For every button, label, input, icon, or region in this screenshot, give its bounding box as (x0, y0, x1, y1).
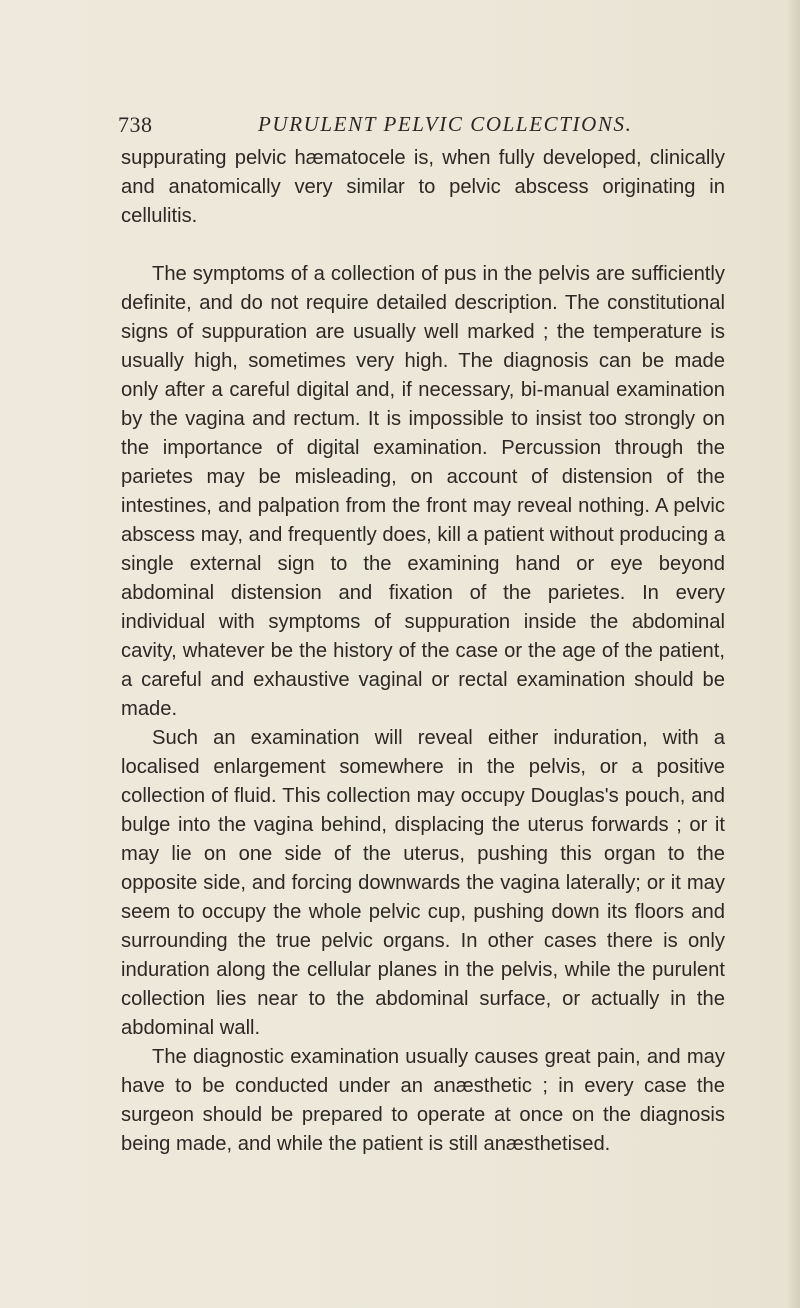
body-text (121, 144, 725, 1159)
running-head (0, 112, 800, 142)
paragraph-continuation: suppurating pelvic hæmatocele is, when fully developed, clinically and anatomically very similar to pelvic abscess originating in cellulitis. (121, 147, 725, 227)
running-title: PURULENT PELVIC COLLECTIONS. (258, 112, 633, 136)
paragraph-examination-findings: Such an examination will reveal either induration, with a localised enlargement somewhere in the pelvis, or a positive collection of fluid. This collection may occupy Douglas's pouch, and bulge into the vagina behind, displacing the uterus forwards ; or it may lie on one side of the uterus, pushing this organ to the opposite side, and forcing downwards the vagina laterally; or it may seem to occupy the whole pelvic cup, pushing down its floors and surrounding the true pelvic organs. In other cases there is only induration along the cellular planes in the pelvis, while the purulent collection lies near to the abdominal surface, or actually in the abdominal wall. (121, 727, 725, 1039)
paragraph-symptoms: The symptoms of a collection of pus in the pelvis are sufficiently definite, and do not require detailed description. The constitutional signs of suppuration are usually well marked ; the temperature is usually high, sometimes very high. The diagnosis can be made only after a careful digital and, if necessary, bi-manual examination by the vagina and rectum. It is impossible to insist too strongly on the importance of digital examination. Percussion through the parietes may be misleading, on account of distension of the intestines, and palpation from the front may reveal nothing. A pelvic abscess may, and frequently does, kill a patient without producing a single external sign to the examining hand or eye beyond abdominal distension and fixation of the parietes. In every individual with symptoms of suppuration inside the abdominal cavity, whatever be the history of the case or the age of the patient, a careful and exhaustive vaginal or rectal examination should be made. (121, 263, 725, 720)
page-edge-shadow (786, 0, 800, 1308)
paragraph-diagnostic-examination: The diagnostic examination usually causes great pain, and may have to be conducted under an anæsthetic ; in every case the surgeon should be prepared to operate at once on the diagnosis being made, and while the patient is still anæsthetised. (121, 1046, 725, 1155)
page-number: 738 (118, 112, 153, 137)
